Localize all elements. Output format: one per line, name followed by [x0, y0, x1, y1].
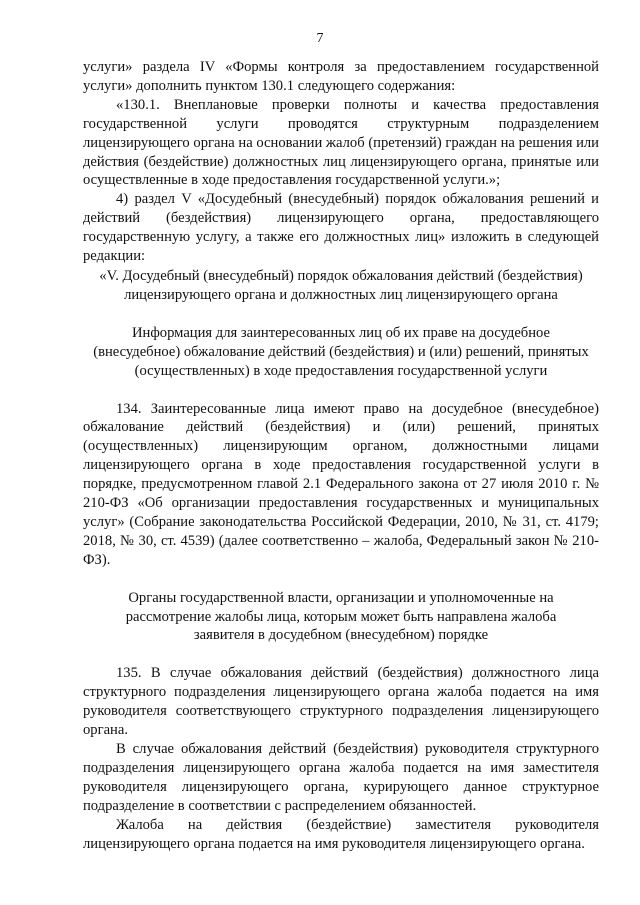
section-heading: «V. Досудебный (внесудебный) порядок обжалования действий (бездействия) лицензирующего органа и должностных лиц лицензирующего органа [99, 267, 583, 303]
paragraph-135-third: Жалоба на действия (бездействие) заместителя руководителя лицензирующего органа подается на имя руководителя лицензирующего органа. [83, 816, 599, 852]
paragraph-item-4: 4) раздел V «Досудебный (внесудебный) порядок обжалования решений и действий (бездействия) лицензирующего органа, предоставляющего государственную услугу, а также его должностных лиц» изложить в следующей редакции: [83, 191, 599, 265]
paragraph-134: 134. Заинтересованные лица имеют право на досудебное (внесудебное) обжалование действий (бездействия) и (или) решений, принятых (осуществленных) лицензирующим органом, должностными лицами лицензирующего органа в ходе предоставления государственной услуги в порядке, предусмотренном главой 2.1 Федерального закона от 27 июля 2010 г. № 210-ФЗ «Об организации предоставления государственных и муниципальных услуг» (Собрание законодательства Российской Федерации, 2010, № 31, ст. 4179; 2018, № 30, ст. 4539) (далее соответственно – жалоба, Федеральный закон № 210-ФЗ). [83, 400, 599, 568]
paragraph-continuation: услуги» раздела IV «Формы контроля за предоставлением государственной услуги» дополнить пунктом 130.1 следующего содержания: [83, 59, 599, 94]
paragraph-130-1: «130.1. Внеплановые проверки полноты и качества предоставления государственной услуги проводятся структурным подразделением лицензирующего органа на основании жалоб (претензий) граждан на решения или действия (бездействие) должностных лиц лицензирующего органа, принятые или осуществленные в ходе предоставления государственной услуги.»; [83, 96, 599, 189]
paragraph-135-second: В случае обжалования действий (бездействия) руководителя структурного подразделения лицензирующего органа жалоба подается на имя заместителя руководителя лицензирующего органа, курирующего данное структурное подразделение в соответствии с распределением обязанностей. [83, 741, 599, 814]
page-number: 7 [316, 31, 324, 46]
subsection-heading-info: Информация для заинтересованных лиц об их праве на досудебное (внесудебное) обжалование действий (бездействия) и (или) решений, принятых (осуществленных) в ходе предоставления государственной услуги [93, 324, 589, 379]
paragraph-135: 135. В случае обжалования действий (бездействия) должностного лица структурного подразделения лицензирующего органа жалоба подается на имя руководителя соответствующего структурного подразделения лицензирующего органа. [83, 665, 599, 739]
document-body [83, 58, 599, 853]
subsection-heading-bodies: Органы государственной власти, организации и уполномоченные на рассмотрение жалобы лица, которым может быть направлена жалоба заявителя в досудебном (внесудебном) порядке [125, 589, 557, 644]
